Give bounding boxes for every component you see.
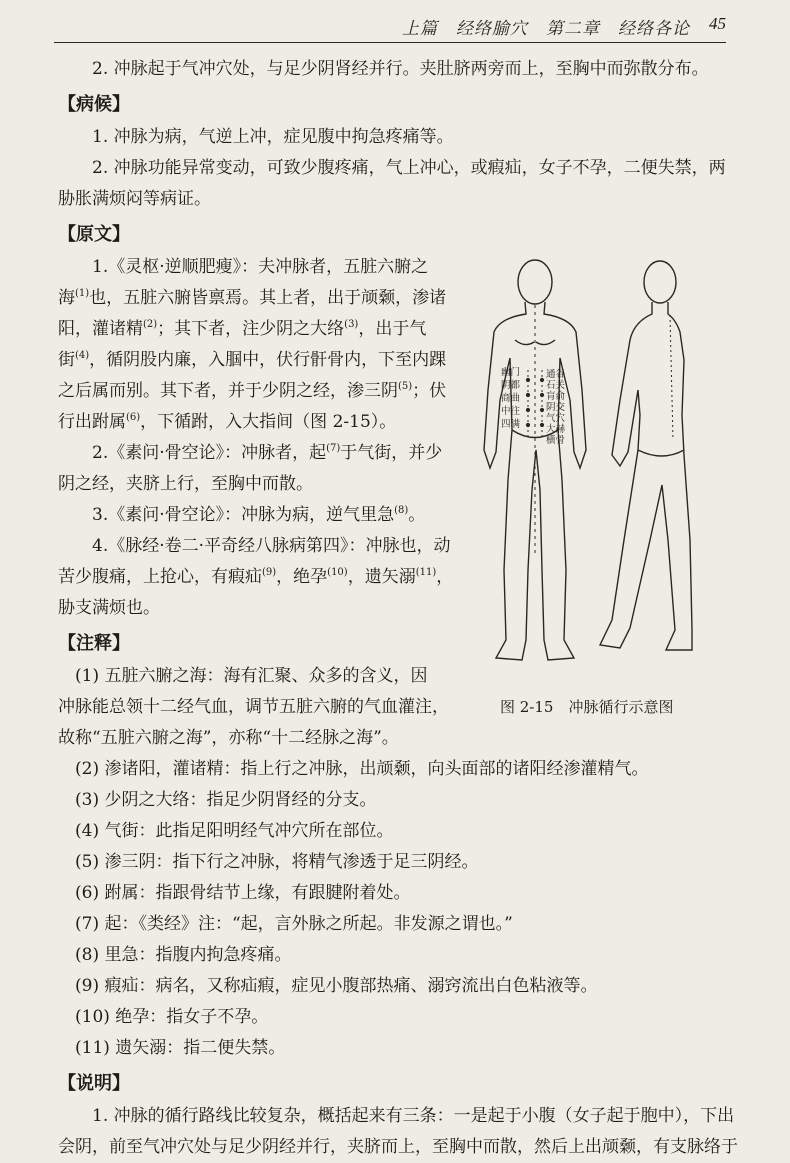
note-marker: (3) xyxy=(344,319,359,330)
text-segment: 海 xyxy=(58,288,75,308)
acupoint-label: 商曲 xyxy=(500,393,520,404)
note-marker: (1) xyxy=(75,288,90,299)
text-segment: 胁支满烦也。 xyxy=(58,598,160,618)
yuan-wen-line xyxy=(58,562,458,593)
text-segment: 行出跗属 xyxy=(58,412,126,432)
yuan-wen-line xyxy=(58,314,458,345)
acupoint-label: 阴都 xyxy=(500,380,520,391)
section-title-shuo-ming: 【说明】 xyxy=(58,1073,130,1094)
bing-hou-item: 2. 冲脉功能异常变动，可致少腹疼痛，气上冲心，或瘕疝，女子不孕，二便失禁，两 xyxy=(92,158,726,178)
text-segment: 3.《素问·骨空论》：冲脉为病，逆气里急 xyxy=(92,505,395,525)
bing-hou-item: 胁胀满烦闷等病证。 xyxy=(58,189,211,209)
note-item: (6) 跗属：指跟骨结节上缘，有跟腱附着处。 xyxy=(75,883,411,903)
note-marker: (4) xyxy=(75,350,90,361)
header-rule xyxy=(54,42,726,43)
acupoint-label: 幽门 xyxy=(500,367,520,378)
note-marker: (11) xyxy=(415,567,437,578)
text-segment: ，绝孕 xyxy=(276,567,328,587)
text-segment: 4.《脉经·卷二·平奇经八脉病第四》：冲脉也，动 xyxy=(92,536,451,556)
text-segment: ，遗矢溺 xyxy=(347,567,416,587)
page-number: 45 xyxy=(709,14,726,33)
text-segment: ；其下者，注少阴之大络 xyxy=(157,319,345,339)
acupoint-labels-left xyxy=(492,368,520,430)
top-paragraph: 2. 冲脉起于气冲穴处，与足少阴肾经并行。夹肚脐两旁而上，至胸中而弥散分布。 xyxy=(92,59,709,79)
note-marker: (10) xyxy=(327,567,348,578)
shuo-ming-item: 1. 冲脉的循行路线比较复杂，概括起来有三条：一是起于小腹（女子起于胞中），下出 xyxy=(92,1106,735,1126)
meridian-figure xyxy=(470,240,740,710)
text-segment: 阳，灌诸精 xyxy=(58,319,143,339)
text-segment: 之后属而别。其下者，并于少阴之经，渗三阴 xyxy=(58,381,398,401)
note-marker: (5) xyxy=(398,381,413,392)
note-item: (9) 瘕疝：病名，又称疝瘕，症见小腹部热痛、溺窍流出白色粘液等。 xyxy=(75,976,598,996)
text-segment: 也，五脏六腑皆禀焉。其上者，出于颃颡，渗诸 xyxy=(89,288,447,308)
yuan-wen-line xyxy=(58,500,458,531)
text-segment: ，下循跗，入大指间（图 2-15）。 xyxy=(140,412,397,432)
note-marker: (6) xyxy=(126,412,141,423)
running-title: 上篇 经络腧穴 第二章 经络各论 xyxy=(402,19,690,39)
yuan-wen-line xyxy=(58,438,458,469)
note-item: (4) 气街：此指足阳明经气冲穴所在部位。 xyxy=(75,821,394,841)
text-segment: 2.《素问·骨空论》：冲脉者，起 xyxy=(92,443,327,463)
section-title-bing-hou: 【病候】 xyxy=(58,94,130,115)
note-marker: (7) xyxy=(326,443,341,454)
yuan-wen-line xyxy=(58,376,458,407)
acupoint-label: 中注 xyxy=(500,406,520,417)
yuan-wen-line xyxy=(58,531,458,562)
acupoint-label: 石关 xyxy=(546,380,566,391)
text-segment: 苦少腹痛，上抢心，有瘕疝 xyxy=(58,567,262,587)
note-marker: (9) xyxy=(262,567,277,578)
acupoint-label: 通谷 xyxy=(546,369,566,380)
note-item: (7) 起：《类经》注：“起，言外脉之所起。非发源之谓也。” xyxy=(75,914,513,934)
note-item: (8) 里急：指腹内拘急疼痛。 xyxy=(75,945,292,965)
yuan-wen-line xyxy=(58,252,458,283)
note-item: (3) 少阴之大络：指足少阴肾经的分支。 xyxy=(75,790,377,810)
text-segment: 阴之经，夹脐上行，至胸中而散。 xyxy=(58,474,313,494)
bing-hou-item: 1. 冲脉为病，气逆上冲，症见腹中拘急疼痛等。 xyxy=(92,127,454,147)
yuan-wen-line xyxy=(58,407,458,438)
acupoint-label: 肓俞 xyxy=(546,391,566,402)
acupoint-label: 气穴 xyxy=(546,413,566,424)
yuan-wen-line xyxy=(58,593,458,624)
yuan-wen-line xyxy=(58,469,458,500)
page-header xyxy=(0,14,790,44)
acupoint-label: 阴交 xyxy=(546,402,566,413)
text-segment: 。 xyxy=(408,505,426,525)
acupoint-label: 四满 xyxy=(500,419,520,430)
shuo-ming-item: 会阴，前至气冲穴处与足少阴经并行，夹脐而上，至胸中而散，然后上出颃颡，有支脉络于 xyxy=(58,1137,738,1157)
figure-caption: 图 2-15 冲脉循行示意图 xyxy=(500,698,674,716)
acupoint-labels-right xyxy=(546,370,576,446)
text-segment: ；伏 xyxy=(412,381,447,401)
note-item: (11) 遗矢溺：指二便失禁。 xyxy=(75,1038,286,1058)
section-title-zhu-shi: 【注释】 xyxy=(58,633,130,654)
note-item: (1) 五脏六腑之海：海有汇聚、众多的含义，因 xyxy=(75,666,428,686)
text-segment: ， xyxy=(436,567,454,587)
note-marker: (2) xyxy=(143,319,158,330)
note-item: (5) 渗三阴：指下行之冲脉，将精气渗透于足三阴经。 xyxy=(75,852,479,872)
yuan-wen-line xyxy=(58,345,458,376)
yuan-wen-line xyxy=(58,283,458,314)
text-segment: ，循阴股内廉，入腘中，伏行骭骨内，下至内踝 xyxy=(89,350,447,370)
text-segment: 街 xyxy=(58,350,75,370)
section-title-yuan-wen: 【原文】 xyxy=(58,224,130,245)
text-segment: 1.《灵枢·逆顺肥瘦》：夫冲脉者，五脏六腑之 xyxy=(92,257,429,277)
acupoint-label: 横骨 xyxy=(546,435,566,446)
note-item: (2) 渗诸阳，灌诸精：指上行之冲脉，出颃颡，向头面部的诸阳经渗灌精气。 xyxy=(75,759,649,779)
text-segment: ，出于气 xyxy=(358,319,427,339)
note-item: 冲脉能总领十二经气血，调节五脏六腑的气血灌注， xyxy=(58,697,449,717)
text-segment: 于气街，并少 xyxy=(340,443,443,463)
human-body-illustration xyxy=(470,240,740,690)
note-item: (10) 绝孕：指女子不孕。 xyxy=(75,1007,269,1027)
note-item: 故称“五脏六腑之海”，亦称“十二经脉之海”。 xyxy=(58,728,399,748)
acupoint-label: 大赫 xyxy=(546,424,566,435)
note-marker: (8) xyxy=(394,505,409,516)
